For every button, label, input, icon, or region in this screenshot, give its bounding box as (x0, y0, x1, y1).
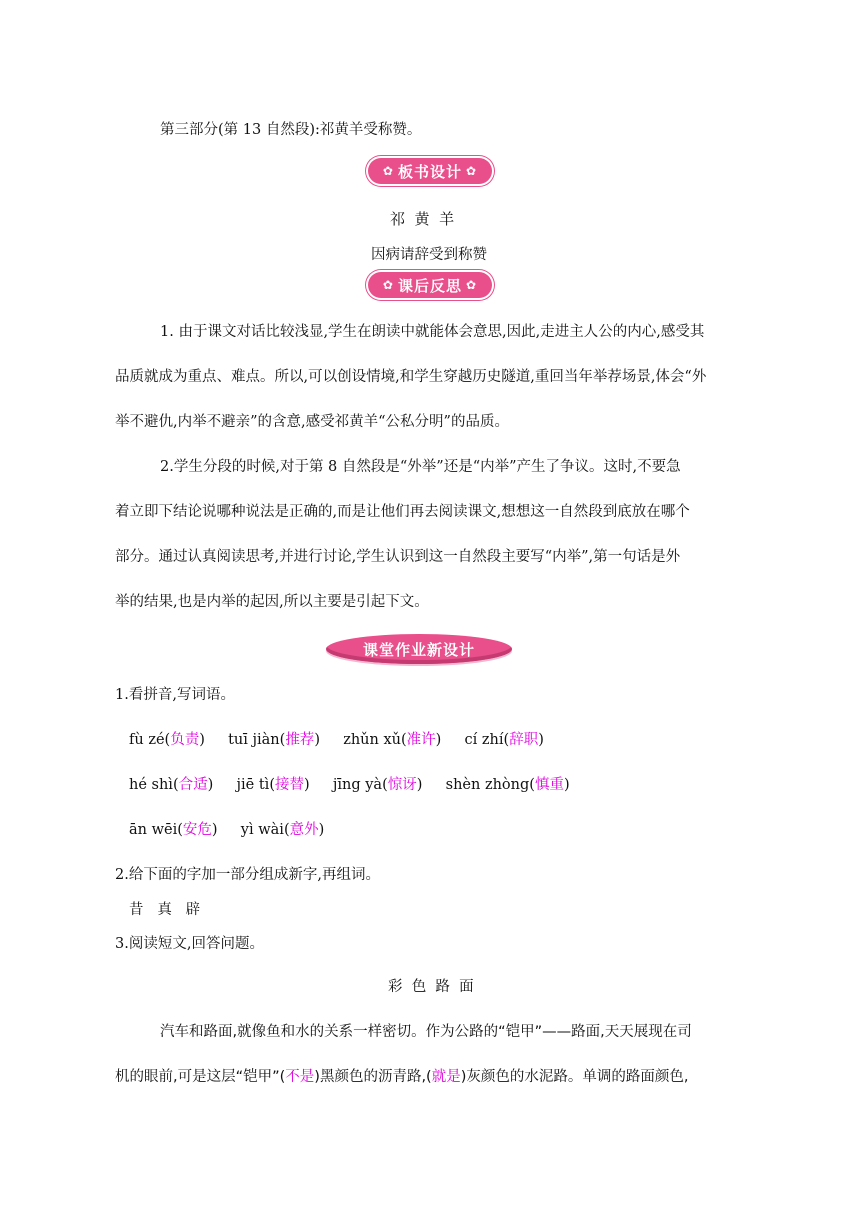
question-2-chars: 昔 真 辟 (129, 902, 201, 918)
reflection-p1-line3: 举不避仇,内举不避亲”的含意,感受祁黄羊“公私分明”的品质。 (115, 414, 509, 430)
pinyin-row-1 (129, 728, 544, 749)
star-icon: ✿ (382, 278, 394, 292)
board-line: 因病请辞受到称赞 (371, 247, 487, 263)
pinyin-item: hé shì(合适) (129, 777, 214, 793)
pinyin-item: zhǔn xǔ(准许) (343, 732, 442, 748)
pinyin-item: ān wēi(安危) (129, 822, 218, 838)
pinyin-item: jīng yà(惊讶) (332, 777, 423, 793)
board-design-label: 板书设计 (397, 162, 462, 181)
story-line1: 汽车和路面,就像鱼和水的关系一样密切。作为公路的“铠甲”——路面,天天展现在司 (160, 1024, 692, 1040)
question-2: 2.给下面的字加一部分组成新字,再组词。 (115, 867, 380, 883)
pinyin-row-2 (129, 773, 570, 794)
star-icon: ✿ (382, 164, 394, 178)
pinyin-item: cí zhí(辞职) (464, 732, 544, 748)
story-title: 彩 色 路 面 (388, 979, 474, 995)
pinyin-item: shèn zhòng(慎重) (445, 777, 570, 793)
reflection-label: 课后反思 (397, 276, 462, 295)
board-design-badge (368, 158, 492, 184)
star-icon: ✿ (466, 278, 478, 292)
pinyin-item: fù zé(负责) (129, 732, 205, 748)
story-answer-2: 就是 (431, 1069, 461, 1085)
reflection-p2-line4: 举的结果,也是内举的起因,所以主要是引起下文。 (115, 594, 429, 610)
question-3: 3.阅读短文,回答问题。 (115, 936, 264, 952)
reflection-badge (368, 272, 492, 298)
board-title: 祁 黄 羊 (390, 210, 455, 228)
part3-summary: 第三部分(第 13 自然段):祁黄羊受称赞。 (160, 122, 422, 138)
pinyin-row-3 (129, 818, 324, 839)
question-1: 1.看拼音,写词语。 (115, 687, 235, 703)
reflection-p2-line1: 2.学生分段的时候,对于第 8 自然段是“外举”还是“内举”产生了争议。这时,不要急 (160, 459, 681, 475)
pinyin-item: jiē tì(接替) (236, 777, 310, 793)
star-icon: ✿ (466, 164, 478, 178)
reflection-p2-line2: 着立即下结论说哪种说法是正确的,而是让他们再去阅读课文,想想这一自然段到底放在哪个 (115, 504, 690, 520)
reflection-p1-line2: 品质就成为重点、难点。所以,可以创设情境,和学生穿越历史隧道,重回当年举荐场景,体会“外 (115, 369, 707, 385)
pinyin-item: yì wài(意外) (240, 822, 325, 838)
reflection-p2-line3: 部分。通过认真阅读思考,并进行讨论,学生认识到这一自然段主要写“内举”,第一句话是外 (115, 549, 681, 565)
pinyin-item: tuī jiàn(推荐) (228, 732, 320, 748)
reflection-p1-line1: 1. 由于课文对话比较浅显,学生在朗读中就能体会意思,因此,走进主人公的内心,感受其 (160, 324, 705, 340)
story-line2: 机的眼前,可是这层“铠甲”(不是)黑颜色的沥青路,(就是)灰颜色的水泥路。单调的路面颜色, (115, 1069, 689, 1085)
story-answer-1: 不是 (285, 1069, 315, 1085)
homework-banner: 课堂作业新设计 (326, 634, 512, 664)
